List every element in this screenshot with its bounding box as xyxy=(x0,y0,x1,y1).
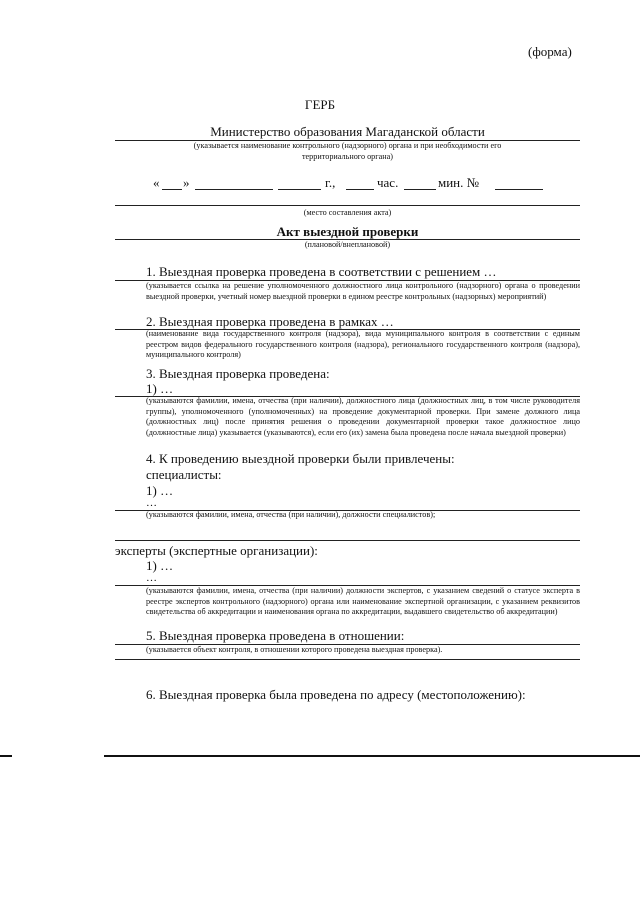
year-suffix: г., xyxy=(325,175,336,190)
section-3-heading: 3. Выездная проверка проведена: xyxy=(146,366,330,381)
org-name: Министерство образования Магаданской области xyxy=(210,124,485,139)
hour-blank[interactable] xyxy=(346,189,374,190)
section-6-heading: 6. Выездная проверка была проведена по адресу (местоположению): xyxy=(146,687,526,702)
section-1-hint: (указывается ссылка на решение уполномоченного должностного лица контрольного (надзорного) органа о проведении выездной проверки, учетный номер выездной проверки в едином реестре контрольных (надзорных) мероприятий) xyxy=(146,281,580,301)
specialists-item: 1) … xyxy=(146,483,174,498)
section-3-hint: (указываются фамилии, имена, отчества (при наличии), должностного лица (должностных лиц, в том числе руководителя группы), уполномоченного (уполномоченных) на проведение документарной проверки. При замене должного лица (должностных лиц) после принятия решения о проведении документарной проверки такое должностное лицо (должностные лица) указывается (указываются), если его (их) замена была проведена после начала выездной проверки) xyxy=(146,396,580,437)
act-title-hint: (плановой/внеплановой) xyxy=(304,240,391,249)
section-5-hint: (указывается объект контроля, в отношении которого проведена выездная проверка). xyxy=(146,645,443,654)
section-5-heading: 5. Выездная проверка проведена в отношении: xyxy=(146,628,405,643)
experts-label: эксперты (экспертные организации): xyxy=(115,543,318,558)
experts-top-line xyxy=(115,540,580,541)
page-bottom-rule xyxy=(104,755,640,757)
quote-open: « xyxy=(153,175,160,190)
emblem-placeholder: ГЕРБ xyxy=(304,97,336,112)
section-2-heading: 2. Выездная проверка проведена в рамках … xyxy=(146,314,394,329)
minute-label: мин. № xyxy=(438,175,480,190)
minute-blank[interactable] xyxy=(404,189,436,190)
section-2-hint: (наименование вида государственного контроля (надзора), вида муниципального контроля в соответствии с единым реестром видов федерального государственного контроля (надзора), регионального государственного контроля (надзора), муниципального контроля) xyxy=(146,329,580,359)
hour-label: час. xyxy=(377,175,399,190)
experts-hint: (указываются фамилии, имена, отчества (при наличии) должности экспертов, с указанием сведений о статусе эксперта в реестре экспертов контрольного (надзорного) органа или наименование экспертной организации, с указанием реквизитов свидетельства об аккредитации и наименования органа по аккредитации, выдавшего свидетельство об аккредитации) xyxy=(146,586,580,616)
section-3-item: 1) … xyxy=(146,381,174,396)
experts-ellipsis: … xyxy=(146,572,157,584)
section-5-field-line[interactable] xyxy=(115,659,580,660)
number-blank[interactable] xyxy=(495,189,543,190)
experts-item: 1) … xyxy=(146,558,174,573)
org-hint-line-1: (указывается наименование контрольного (надзорного) органа и при необходимости его xyxy=(193,141,502,150)
specialists-hint: (указываются фамилии, имена, отчества (при наличии), должности специалистов); xyxy=(146,510,436,519)
section-1-heading: 1. Выездная проверка проведена в соответствии с решением … xyxy=(146,264,497,279)
quote-close: » xyxy=(183,175,190,190)
scan-edge-left xyxy=(0,755,12,757)
specialists-ellipsis: … xyxy=(146,497,157,509)
org-hint-line-2: территориального органа) xyxy=(301,151,394,161)
place-field-line[interactable] xyxy=(115,205,580,206)
year-blank[interactable] xyxy=(278,189,321,190)
form-mark: (форма) xyxy=(528,44,572,59)
specialists-label: специалисты: xyxy=(146,467,222,482)
month-blank[interactable] xyxy=(195,189,273,190)
section-4-heading: 4. К проведению выездной проверки были привлечены: xyxy=(146,451,455,466)
date-row xyxy=(153,175,553,193)
act-title: Акт выездной проверки xyxy=(276,224,419,239)
place-hint: (место составления акта) xyxy=(303,208,392,217)
day-blank[interactable] xyxy=(162,189,182,190)
org-hint xyxy=(115,141,580,162)
